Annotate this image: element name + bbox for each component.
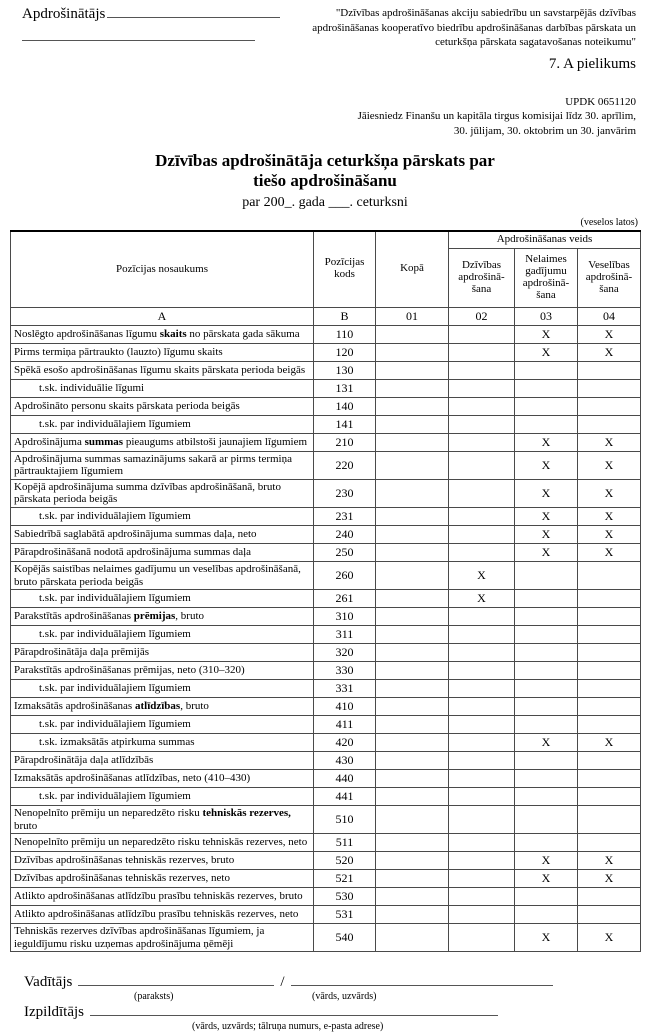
caption-name: (vārds, uzvārds) — [312, 991, 377, 1003]
row-label: Nenopelnīto prēmiju un neparedzēto risku tehniskās rezerves, neto — [11, 834, 314, 852]
row-code: 130 — [314, 361, 376, 379]
table-row — [11, 906, 641, 924]
cell-input-02[interactable] — [449, 662, 515, 680]
row-label: Pirms termiņa pārtraukto (lauzto) līgumu skaits — [11, 343, 314, 361]
table-row — [11, 525, 641, 543]
row-code: 521 — [314, 870, 376, 888]
row-code: 520 — [314, 852, 376, 870]
table-row — [11, 752, 641, 770]
cell-input-02[interactable] — [449, 734, 515, 752]
signature-slash: / — [280, 974, 285, 991]
row-code: 230 — [314, 479, 376, 507]
cell-input-02[interactable] — [449, 870, 515, 888]
col-header-life-l3: šana — [471, 282, 492, 295]
caption-executor: (vārds, uzvārds; tālruņa numurs, e-pasta adrese) — [192, 1021, 384, 1033]
title-line-1: Dzīvības apdrošinātāja ceturkšņa pārskats par — [155, 151, 495, 171]
row-label: t.sk. par individuālajiem līgumiem — [11, 507, 314, 525]
row-label: Kopējā apdrošinājuma summa dzīvības apdrošināšanā, bruto pārskata perioda beigās — [11, 479, 314, 507]
row-code: 261 — [314, 590, 376, 608]
cell-input-01[interactable] — [376, 698, 449, 716]
row-code: 531 — [314, 906, 376, 924]
col-header-accident-l2: gadījumu — [525, 264, 567, 277]
cell-input-04[interactable] — [578, 415, 641, 433]
cell-input-04[interactable] — [578, 379, 641, 397]
row-code: 510 — [314, 806, 376, 834]
cell-input-01[interactable] — [376, 379, 449, 397]
table-row — [11, 507, 641, 525]
manager-signature-input[interactable] — [78, 974, 274, 986]
executor-captions — [24, 1021, 640, 1034]
table-row — [11, 770, 641, 788]
row-code: 441 — [314, 788, 376, 806]
cell-input-01[interactable] — [376, 608, 449, 626]
cell-not-applicable: X — [578, 852, 641, 870]
row-code: 220 — [314, 451, 376, 479]
cell-input-01[interactable] — [376, 662, 449, 680]
cell-input-01[interactable] — [376, 680, 449, 698]
cell-input-01[interactable] — [376, 325, 449, 343]
cell-input-03[interactable] — [515, 680, 578, 698]
manager-name-input[interactable] — [291, 974, 553, 986]
row-label: Dzīvības apdrošināšanas tehniskās rezerves, bruto — [11, 852, 314, 870]
table-row — [11, 716, 641, 734]
table-row — [11, 343, 641, 361]
cell-not-applicable: X — [578, 433, 641, 451]
cell-input-01[interactable] — [376, 451, 449, 479]
col-header-life-l2: apdrošinā- — [458, 270, 505, 283]
col-header-name: Pozīcijas nosaukums — [11, 231, 314, 308]
row-label: Tehniskās rezerves dzīvības apdrošināšanas līgumiem, ja ieguldījumu risku uzņemas apdrošinājuma ņēmēji — [11, 924, 314, 952]
executor-signature-row — [24, 1004, 640, 1021]
period-subtitle: par 200_. gada ___. ceturksni — [242, 194, 408, 210]
cell-not-applicable: X — [578, 451, 641, 479]
manager-label: Vadītājs — [24, 974, 73, 991]
cell-input-01[interactable] — [376, 906, 449, 924]
table-row — [11, 834, 641, 852]
table-row — [11, 788, 641, 806]
row-code: 310 — [314, 608, 376, 626]
report-table — [10, 230, 641, 952]
cell-not-applicable: X — [515, 852, 578, 870]
units-note: (veselos latos) — [580, 216, 638, 228]
col-header-code — [314, 231, 376, 308]
cell-input-04[interactable] — [578, 806, 641, 834]
row-code: 420 — [314, 734, 376, 752]
col-letter-04: 04 — [578, 307, 641, 325]
cell-not-applicable: X — [578, 325, 641, 343]
table-row — [11, 361, 641, 379]
row-code: 131 — [314, 379, 376, 397]
cell-input-01[interactable] — [376, 361, 449, 379]
table-row — [11, 644, 641, 662]
table-row — [11, 680, 641, 698]
cell-input-04[interactable] — [578, 644, 641, 662]
table-row — [11, 662, 641, 680]
row-label: t.sk. par individuālajiem līgumiem — [11, 716, 314, 734]
cell-input-04[interactable] — [578, 770, 641, 788]
cell-input-02[interactable] — [449, 770, 515, 788]
cell-input-01[interactable] — [376, 752, 449, 770]
table-row — [11, 806, 641, 834]
row-label: Pārapdrošinātāja daļa atlīdzībās — [11, 752, 314, 770]
row-label: t.sk. individuālie līgumi — [11, 379, 314, 397]
manager-captions — [24, 991, 640, 1004]
cell-input-03[interactable] — [515, 590, 578, 608]
table-row — [11, 379, 641, 397]
cell-input-02[interactable] — [449, 806, 515, 834]
table-row — [11, 561, 641, 589]
cell-not-applicable: X — [515, 734, 578, 752]
table-row — [11, 543, 641, 561]
row-code: 120 — [314, 343, 376, 361]
cell-not-applicable: X — [578, 525, 641, 543]
caption-signature: (paraksts) — [134, 991, 174, 1003]
row-label: Izmaksātās apdrošināšanas atlīdzības, neto (410–430) — [11, 770, 314, 788]
cell-input-02[interactable] — [449, 644, 515, 662]
cell-input-01[interactable] — [376, 590, 449, 608]
row-label: Pārapdrošinātāja daļa prēmijās — [11, 644, 314, 662]
cell-input-01[interactable] — [376, 507, 449, 525]
row-label: Pārapdrošināšanā nodotā apdrošinājuma summas daļa — [11, 543, 314, 561]
cell-not-applicable: X — [578, 734, 641, 752]
cell-not-applicable: X — [515, 433, 578, 451]
cell-input-02[interactable] — [449, 924, 515, 952]
cell-input-02[interactable] — [449, 415, 515, 433]
row-code: 260 — [314, 561, 376, 589]
cell-input-01[interactable] — [376, 924, 449, 952]
row-code: 430 — [314, 752, 376, 770]
cell-not-applicable: X — [449, 590, 515, 608]
cell-input-03[interactable] — [515, 379, 578, 397]
row-code: 140 — [314, 397, 376, 415]
row-label: Apdrošināto personu skaits pārskata perioda beigās — [11, 397, 314, 415]
row-label: t.sk. par individuālajiem līgumiem — [11, 590, 314, 608]
cell-input-04[interactable] — [578, 834, 641, 852]
row-code: 311 — [314, 626, 376, 644]
cell-input-02[interactable] — [449, 525, 515, 543]
cell-input-01[interactable] — [376, 870, 449, 888]
cell-not-applicable: X — [449, 561, 515, 589]
cell-not-applicable: X — [515, 479, 578, 507]
cell-input-02[interactable] — [449, 325, 515, 343]
row-label: Nenopelnīto prēmiju un neparedzēto risku tehniskās rezerves, bruto — [11, 806, 314, 834]
table-row — [11, 415, 641, 433]
cell-input-02[interactable] — [449, 626, 515, 644]
row-code: 511 — [314, 834, 376, 852]
cell-input-01[interactable] — [376, 644, 449, 662]
row-label: Izmaksātās apdrošināšanas atlīdzības, bruto — [11, 698, 314, 716]
cell-input-01[interactable] — [376, 716, 449, 734]
cell-input-03[interactable] — [515, 834, 578, 852]
row-code: 231 — [314, 507, 376, 525]
cell-not-applicable: X — [578, 343, 641, 361]
cell-not-applicable: X — [515, 507, 578, 525]
cell-input-01[interactable] — [376, 397, 449, 415]
col-header-accident-l3: apdrošinā- — [522, 276, 570, 289]
insurer-field — [22, 6, 280, 23]
cell-input-01[interactable] — [376, 543, 449, 561]
row-label: Parakstītās apdrošināšanas prēmijas, bruto — [11, 608, 314, 626]
row-label: Parakstītās apdrošināšanas prēmijas, neto (310–320) — [11, 662, 314, 680]
cell-input-02[interactable] — [449, 752, 515, 770]
table-row — [11, 924, 641, 952]
cell-input-02[interactable] — [449, 788, 515, 806]
cell-input-02[interactable] — [449, 608, 515, 626]
cell-input-04[interactable] — [578, 397, 641, 415]
col-letter-a: A — [11, 307, 314, 325]
cell-input-03[interactable] — [515, 397, 578, 415]
row-label: t.sk. par individuālajiem līgumiem — [11, 626, 314, 644]
cell-input-04[interactable] — [578, 752, 641, 770]
col-header-code-l2: kods — [334, 268, 355, 281]
row-code: 331 — [314, 680, 376, 698]
cell-input-03[interactable] — [515, 608, 578, 626]
cell-input-02[interactable] — [449, 834, 515, 852]
row-label: Apdrošinājuma summas pieaugums atbilstoši jaunajiem līgumiem — [11, 433, 314, 451]
insurer-input-line-2[interactable] — [22, 39, 255, 41]
table-body — [11, 325, 641, 951]
row-code: 530 — [314, 888, 376, 906]
cell-input-03[interactable] — [515, 561, 578, 589]
executor-input[interactable] — [90, 1004, 498, 1016]
table-row — [11, 397, 641, 415]
updk-block — [10, 95, 640, 140]
cell-input-02[interactable] — [449, 451, 515, 479]
col-header-accident-l4: šana — [536, 288, 556, 301]
col-letter-01: 01 — [376, 307, 449, 325]
cell-input-04[interactable] — [578, 608, 641, 626]
row-label: Atlikto apdrošināšanas atlīdzību prasību tehniskās rezerves, neto — [11, 906, 314, 924]
row-label: Dzīvības apdrošināšanas tehniskās rezerves, neto — [11, 870, 314, 888]
cell-input-03[interactable] — [515, 626, 578, 644]
insurer-label: Apdrošinātājs — [22, 6, 106, 22]
cell-input-04[interactable] — [578, 680, 641, 698]
row-label: Spēkā esošo apdrošināšanas līgumu skaits pārskata perioda beigās — [11, 361, 314, 379]
cell-input-02[interactable] — [449, 543, 515, 561]
cell-input-01[interactable] — [376, 852, 449, 870]
updk-code: UPDK 0651120 — [565, 95, 636, 108]
cell-not-applicable: X — [578, 479, 641, 507]
table-row — [11, 479, 641, 507]
row-label: Kopējās saistības nelaimes gadījumu un veselības apdrošināšanā, bruto pārskata perioda beigās — [11, 561, 314, 589]
cell-input-03[interactable] — [515, 770, 578, 788]
cell-input-01[interactable] — [376, 626, 449, 644]
cell-not-applicable: X — [578, 507, 641, 525]
deadline-line-2: 30. jūlijam, 30. oktobrim un 30. janvārim — [453, 125, 636, 138]
cell-input-02[interactable] — [449, 379, 515, 397]
cell-input-04[interactable] — [578, 788, 641, 806]
col-letter-02: 02 — [449, 307, 515, 325]
row-label: Noslēgto apdrošināšanas līgumu skaits no pārskata gada sākuma — [11, 325, 314, 343]
cell-input-01[interactable] — [376, 734, 449, 752]
cell-input-02[interactable] — [449, 433, 515, 451]
cell-input-03[interactable] — [515, 415, 578, 433]
row-label: Atlikto apdrošināšanas atlīdzību prasību tehniskās rezerves, bruto — [11, 888, 314, 906]
col-letter-b: B — [314, 307, 376, 325]
cell-input-01[interactable] — [376, 479, 449, 507]
cell-input-03[interactable] — [515, 888, 578, 906]
cell-input-03[interactable] — [515, 806, 578, 834]
title-line-2: tiešo apdrošināšanu — [253, 171, 397, 191]
col-header-total: Kopā — [376, 231, 449, 308]
row-label: t.sk. par individuālajiem līgumiem — [11, 788, 314, 806]
row-label: t.sk. par individuālajiem līgumiem — [11, 415, 314, 433]
cell-not-applicable: X — [515, 343, 578, 361]
cell-input-04[interactable] — [578, 590, 641, 608]
cell-input-01[interactable] — [376, 561, 449, 589]
cell-input-03[interactable] — [515, 752, 578, 770]
insurer-field-block — [10, 6, 280, 41]
cell-input-01[interactable] — [376, 433, 449, 451]
table-row — [11, 888, 641, 906]
cell-not-applicable: X — [578, 543, 641, 561]
cell-input-01[interactable] — [376, 525, 449, 543]
cell-input-01[interactable] — [376, 770, 449, 788]
cell-input-04[interactable] — [578, 888, 641, 906]
manager-signature-row — [24, 974, 640, 991]
executor-label: Izpildītājs — [24, 1004, 84, 1021]
col-header-health-l2: apdrošinā- — [585, 270, 633, 283]
cell-input-01[interactable] — [376, 806, 449, 834]
table-head-row-1 — [11, 231, 641, 249]
row-label: t.sk. par individuālajiem līgumiem — [11, 680, 314, 698]
row-code: 210 — [314, 433, 376, 451]
cell-input-01[interactable] — [376, 415, 449, 433]
cell-input-02[interactable] — [449, 361, 515, 379]
cell-input-02[interactable] — [449, 343, 515, 361]
row-code: 141 — [314, 415, 376, 433]
cell-input-02[interactable] — [449, 698, 515, 716]
table-row — [11, 325, 641, 343]
cell-input-03[interactable] — [515, 788, 578, 806]
cell-input-02[interactable] — [449, 906, 515, 924]
document-header — [10, 0, 640, 73]
cell-not-applicable: X — [515, 543, 578, 561]
cell-input-03[interactable] — [515, 906, 578, 924]
table-row — [11, 870, 641, 888]
row-label: Sabiedrībā saglabātā apdrošinājuma summas daļa, neto — [11, 525, 314, 543]
cell-input-01[interactable] — [376, 343, 449, 361]
cell-not-applicable: X — [515, 924, 578, 952]
insurer-input-line[interactable] — [107, 6, 280, 18]
col-header-group-insurance-type: Apdrošināšanas veids — [449, 231, 641, 249]
deadline-line-1: Jāiesniedz Finanšu un kapitāla tirgus komisijai līdz 30. aprīlim, — [357, 110, 636, 123]
cell-not-applicable: X — [578, 870, 641, 888]
col-header-accident-l1: Nelaimes — [525, 253, 567, 266]
col-header-health-l1: Veselības — [588, 259, 630, 272]
col-header-health-l3: šana — [599, 282, 619, 295]
cell-input-04[interactable] — [578, 698, 641, 716]
cell-input-04[interactable] — [578, 716, 641, 734]
cell-input-02[interactable] — [449, 852, 515, 870]
col-header-life — [449, 248, 515, 307]
cell-input-02[interactable] — [449, 716, 515, 734]
row-code: 410 — [314, 698, 376, 716]
table-column-letters-row — [11, 307, 641, 325]
cell-input-04[interactable] — [578, 561, 641, 589]
cell-input-04[interactable] — [578, 626, 641, 644]
cell-input-03[interactable] — [515, 644, 578, 662]
cell-not-applicable: X — [515, 525, 578, 543]
cell-input-02[interactable] — [449, 680, 515, 698]
cell-not-applicable: X — [515, 870, 578, 888]
table-row — [11, 852, 641, 870]
cell-input-01[interactable] — [376, 834, 449, 852]
row-code: 440 — [314, 770, 376, 788]
cell-input-04[interactable] — [578, 662, 641, 680]
cell-not-applicable: X — [515, 325, 578, 343]
cell-input-01[interactable] — [376, 788, 449, 806]
row-code: 250 — [314, 543, 376, 561]
table-row — [11, 590, 641, 608]
table-row — [11, 451, 641, 479]
table-row — [11, 608, 641, 626]
page-title — [10, 151, 640, 192]
cell-input-02[interactable] — [449, 397, 515, 415]
cell-input-04[interactable] — [578, 906, 641, 924]
col-header-health — [578, 248, 641, 307]
col-header-code-l1: Pozīcijas — [324, 256, 365, 269]
table-row — [11, 734, 641, 752]
row-code: 240 — [314, 525, 376, 543]
table-row — [11, 698, 641, 716]
row-code: 411 — [314, 716, 376, 734]
cell-input-02[interactable] — [449, 507, 515, 525]
table-row — [11, 433, 641, 451]
cell-input-02[interactable] — [449, 888, 515, 906]
cell-input-02[interactable] — [449, 479, 515, 507]
signature-section — [10, 974, 640, 1034]
cell-input-03[interactable] — [515, 361, 578, 379]
row-code: 320 — [314, 644, 376, 662]
row-code: 540 — [314, 924, 376, 952]
table-head — [11, 231, 641, 326]
regulation-block — [280, 6, 640, 73]
cell-input-04[interactable] — [578, 361, 641, 379]
cell-not-applicable: X — [578, 924, 641, 952]
col-header-accident — [515, 248, 578, 307]
cell-input-03[interactable] — [515, 662, 578, 680]
regulation-reference: "Dzīvības apdrošināšanas akciju sabiedrību un savstarpējās dzīvības apdrošināšanas kooperatīvo biedrību apdrošināšanas darbības pārskata un ceturkšņa pārskata sagatavošanas noteikumu" — [312, 7, 636, 49]
row-label: Apdrošinājuma summas samazinājums sakarā ar pirms termiņa pārtrauktajiem līgumiem — [11, 451, 314, 479]
row-label: t.sk. izmaksātās atpirkuma summas — [11, 734, 314, 752]
row-code: 330 — [314, 662, 376, 680]
col-letter-03: 03 — [515, 307, 578, 325]
cell-input-03[interactable] — [515, 698, 578, 716]
cell-input-03[interactable] — [515, 716, 578, 734]
cell-not-applicable: X — [515, 451, 578, 479]
annex-number: 7. A pielikums — [548, 55, 636, 72]
table-row — [11, 626, 641, 644]
col-header-life-l1: Dzīvības — [461, 259, 502, 272]
row-code: 110 — [314, 325, 376, 343]
cell-input-01[interactable] — [376, 888, 449, 906]
